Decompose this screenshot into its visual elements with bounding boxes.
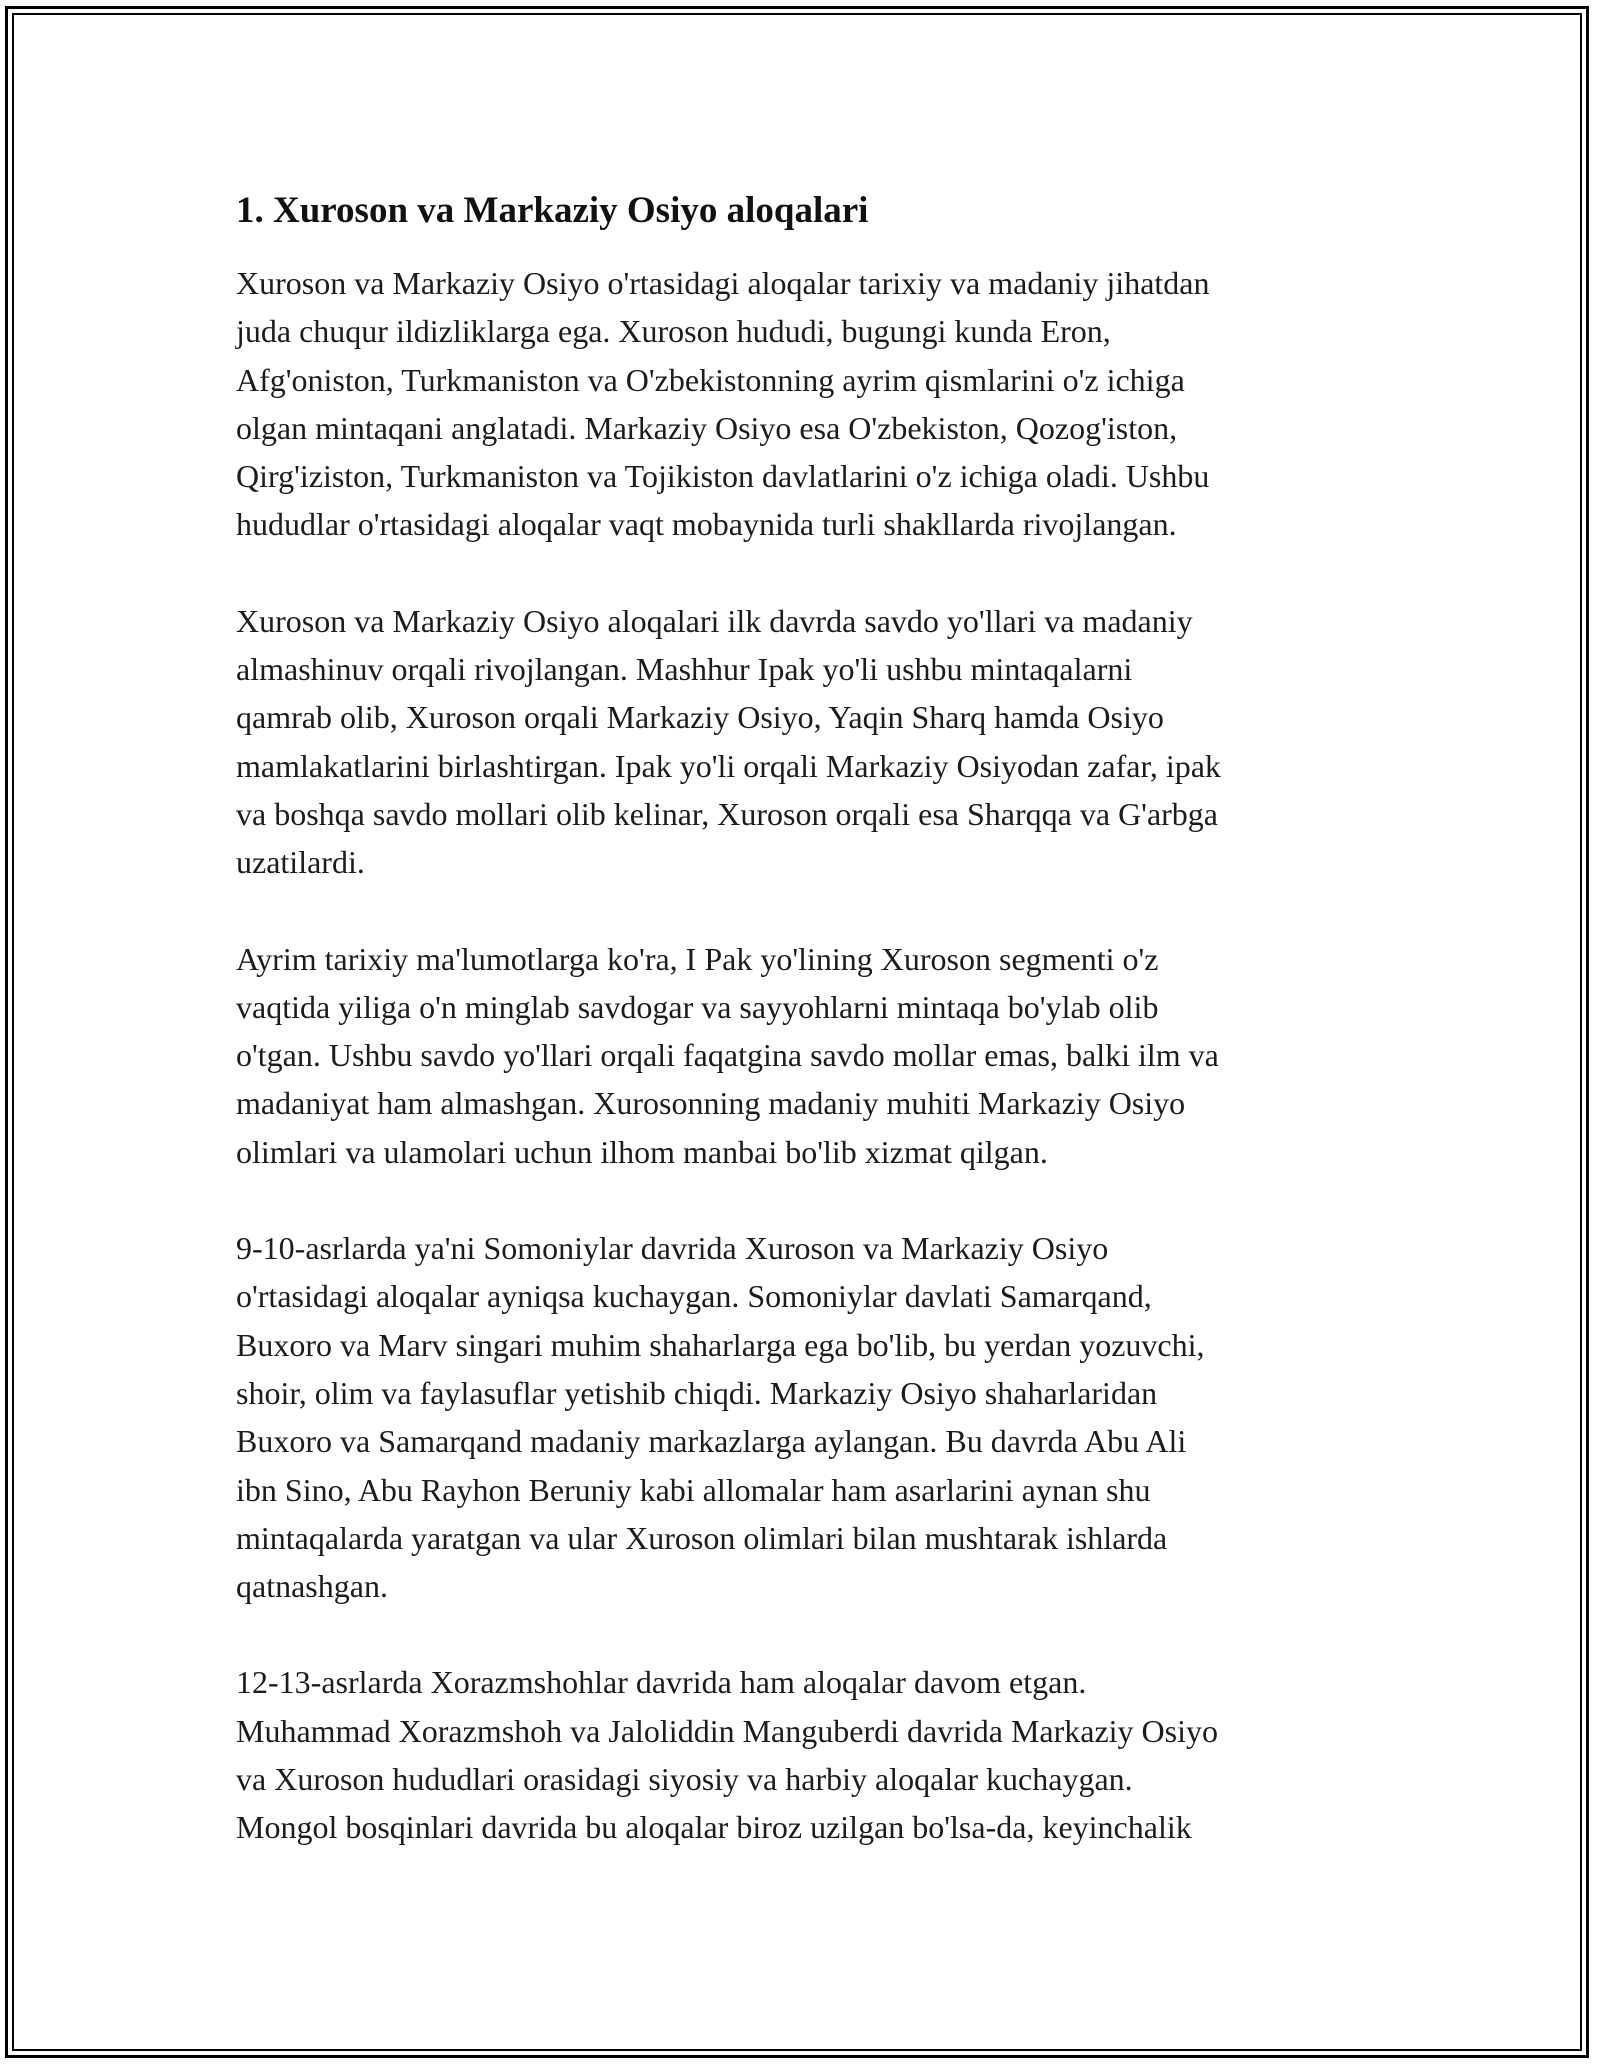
paragraph-3: Ayrim tarixiy ma'lumotlarga ko'ra, I Pak yo'lining Xuroson segmenti o'z vaqtida yiliga o'n minglab savdogar va sayyohlarni mintaqa bo'ylab olib o'tgan. Ushbu savdo yo'llari orqali faqatgina savdo mollar emas, balki ilm va madaniyat ham almashgan. Xurosonning madaniy muhiti Markaziy Osiyo olimlari va ulamolari uchun ilhom manbai bo'lib xizmat qilgan.	[236, 940, 1219, 1170]
paragraph-1: Xuroson va Markaziy Osiyo o'rtasidagi aloqalar tarixiy va madaniy jihatdan juda chuqur ildizliklarga ega. Xuroson hududi, bugungi kunda Eron, Afg'oniston, Turkmaniston va O'zbekistonning ayrim qismlarini o'z ichiga olgan mintaqani anglatadi. Markaziy Osiyo esa O'zbekiston, Qozog'iston, Qirg'iziston, Turkmaniston va Tojikiston davlatlarini o'z ichiga oladi. Ushbu hududlar o'rtasidagi aloqalar vaqt mobaynida turli shakllarda rivojlangan.	[236, 265, 1210, 543]
paragraph-4: 9-10-asrlarda ya'ni Somoniylar davrida Xuroson va Markaziy Osiyo o'rtasidagi aloqalar ayniqsa kuchaygan. Somoniylar davlati Samarqand, Buxoro va Marv singari muhim shaharlarga ega bo'lib, bu yerdan yozuvchi, shoir, olim va faylasuflar yetishib chiqdi. Markaziy Osiyo shaharlaridan Buxoro va Samarqand madaniy markazlarga aylangan. Bu davrda Abu Ali ibn Sino, Abu Rayhon Beruniy kabi allomalar ham asarlarini aynan shu mintaqalarda yaratgan va ular Xuroson olimlari bilan mushtarak ishlarda qatnashgan.	[236, 1230, 1205, 1605]
paragraph-5: 12-13-asrlarda Xorazmshohlar davrida ham aloqalar davom etgan. Muhammad Xorazmshoh va Jaloliddin Manguberdi davrida Markaziy Osiyo va Xuroson hududlari orasidagi siyosiy va harbiy aloqalar kuchaygan. Mongol bosqinlari davrida bu aloqalar biroz uzilgan bo'lsa-da, keyinchalik	[236, 1664, 1218, 1846]
section-heading: 1. Xuroson va Markaziy Osiyo aloqalari	[236, 190, 869, 231]
document-body	[236, 185, 1376, 1900]
paragraph-2: Xuroson va Markaziy Osiyo aloqalari ilk davrda savdo yo'llari va madaniy almashinuv orqali rivojlangan. Mashhur Ipak yo'li ushbu mintaqalarni qamrab olib, Xuroson orqali Markaziy Osiyo, Yaqin Sharq hamda Osiyo mamlakatlarini birlashtirgan. Ipak yo'li orqali Markaziy Osiyodan zafar, ipak va boshqa savdo mollari olib kelinar, Xuroson orqali esa Sharqqa va G'arbga uzatilardi.	[236, 602, 1221, 881]
